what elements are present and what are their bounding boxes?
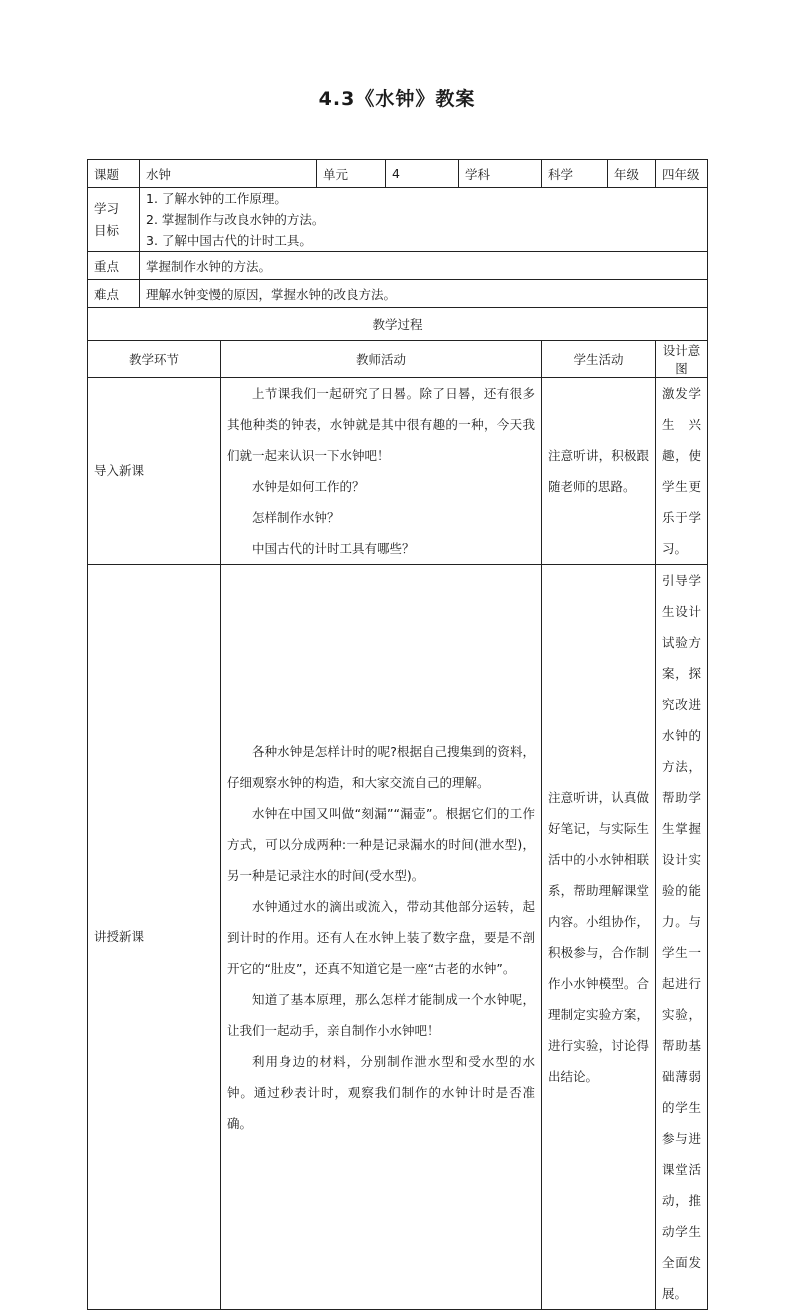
section-row-intro xyxy=(88,378,708,565)
stage-new: 讲授新课 xyxy=(88,565,221,1310)
topic-label: 课题 xyxy=(88,160,140,188)
teacher-paragraph: 中国古代的计时工具有哪些？ xyxy=(252,541,415,556)
teacher-paragraph: 怎样制作水钟？ xyxy=(252,510,340,525)
unit-label: 单元 xyxy=(317,160,386,188)
goal-item: 2. 掌握制作与改良水钟的方法。 xyxy=(146,212,325,227)
difficulty-label: 难点 xyxy=(88,280,140,308)
topic-value: 水钟 xyxy=(140,160,317,188)
difficulty-value: 理解水钟变慢的原因，掌握水钟的改良方法。 xyxy=(140,280,708,308)
process-title: 教学过程 xyxy=(88,308,708,341)
student-activity-intro: 注意听讲，积极跟随老师的思路。 xyxy=(542,378,656,565)
goals-row xyxy=(88,188,708,252)
student-activity-new: 注意听讲，认真做好笔记，与实际生活中的小水钟相联系，帮助理解课堂内容。小组协作，积极参与，合作制作小水钟模型。合理制定实验方案，进行实验，讨论得出结论。 xyxy=(542,565,656,1310)
key-point-label: 重点 xyxy=(88,252,140,280)
teacher-activity-new xyxy=(221,565,542,1310)
teacher-paragraph: 利用身边的材料，分别制作泄水型和受水型的水钟。通过秒表计时，观察我们制作的水钟计时是否准确。 xyxy=(227,1053,536,1131)
goals-label-line2: 目标 xyxy=(94,222,120,238)
teacher-paragraph: 水钟在中国又叫做“刻漏”“漏壶”。根据它们的工作方式，可以分成两种:一种是记录漏水的时间(泄水型)，另一种是记录注水的时间(受水型)。 xyxy=(227,805,536,883)
teacher-paragraph: 水钟通过水的滴出或流入，带动其他部分运转，起到计时的作用。还有人在水钟上装了数字盘，要是不剖开它的“肚皮”，还真不知道它是一座“古老的水钟”。 xyxy=(227,898,536,976)
col-student: 学生活动 xyxy=(542,341,656,378)
stage-intro: 导入新课 xyxy=(88,378,221,565)
grade-label: 年级 xyxy=(608,160,656,188)
process-title-row xyxy=(88,308,708,341)
design-intent-intro: 激发学生兴趣，使学生更乐于学习。 xyxy=(656,378,708,565)
subject-label: 学科 xyxy=(459,160,542,188)
goals-label-line1: 学习 xyxy=(94,200,120,216)
column-header-row xyxy=(88,341,708,378)
key-point-value: 掌握制作水钟的方法。 xyxy=(140,252,708,280)
lesson-plan-table xyxy=(87,159,708,1310)
unit-value: 4 xyxy=(386,160,459,188)
teacher-paragraph: 上节课我们一起研究了日晷。除了日晷，还有很多其他种类的钟表，水钟就是其中很有趣的一种，今天我们就一起来认识一下水钟吧！ xyxy=(227,386,536,463)
grade-value: 四年级 xyxy=(656,160,708,188)
col-stage: 教学环节 xyxy=(88,341,221,378)
teacher-paragraph: 各种水钟是怎样计时的呢?根据自己搜集到的资料，仔细观察水钟的构造，和大家交流自己的理解。 xyxy=(227,743,536,790)
goals-label xyxy=(88,188,140,252)
key-point-row xyxy=(88,252,708,280)
difficulty-row xyxy=(88,280,708,308)
goal-item: 1. 了解水钟的工作原理。 xyxy=(146,191,287,206)
goals-list xyxy=(140,188,708,252)
header-row xyxy=(88,160,708,188)
page-title: 4.3《水钟》教案 xyxy=(318,88,476,110)
subject-value: 科学 xyxy=(542,160,608,188)
goal-item: 3. 了解中国古代的计时工具。 xyxy=(146,233,312,248)
col-design: 设计意图 xyxy=(656,341,708,378)
section-row-new xyxy=(88,565,708,1310)
teacher-paragraph: 水钟是如何工作的？ xyxy=(252,479,365,494)
teacher-activity-intro xyxy=(221,378,542,565)
teacher-paragraph: 知道了基本原理，那么怎样才能制成一个水钟呢，让我们一起动手，亲自制作小水钟吧！ xyxy=(227,991,536,1038)
col-teacher: 教师活动 xyxy=(221,341,542,378)
design-intent-new: 引导学生设计试验方案，探究改进水钟的方法，帮助学生掌握设计实验的能力。与学生一起进行实验，帮助基础薄弱的学生参与进课堂活动，推动学生全面发展。 xyxy=(656,565,708,1310)
